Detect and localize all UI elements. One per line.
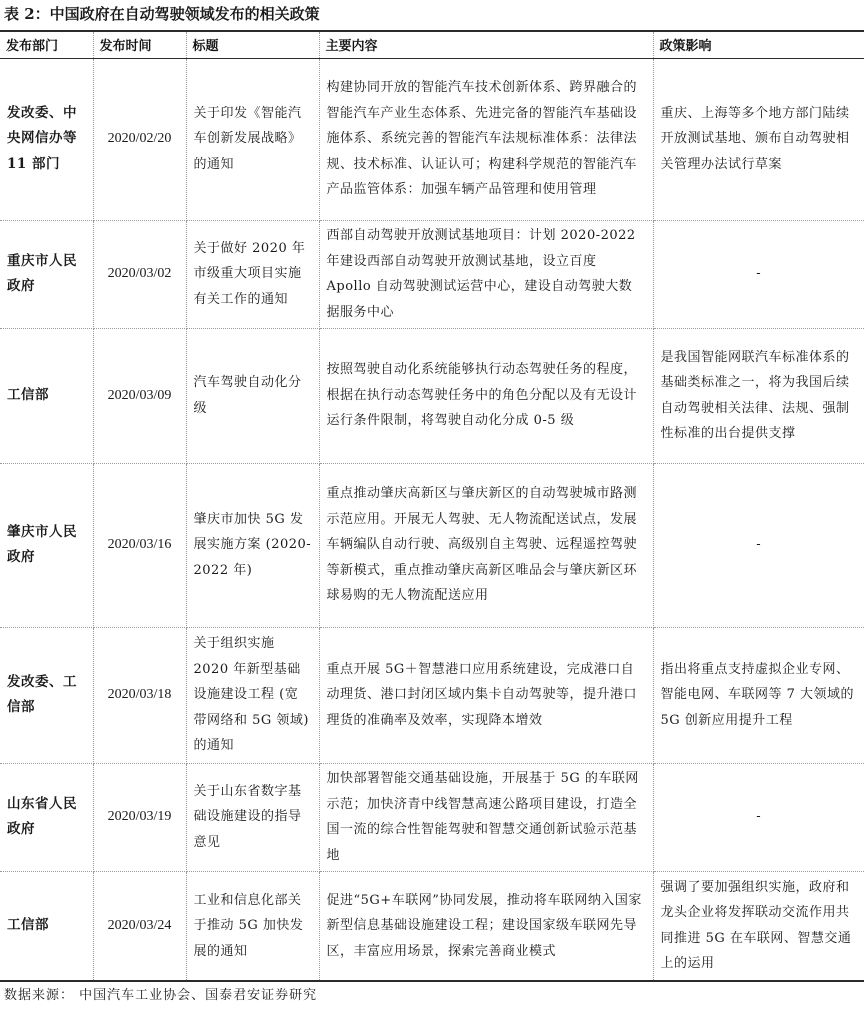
cell-title: 关于做好 2020 年市级重大项目实施有关工作的通知 [186,220,319,328]
cell-content: 重点推动肇庆高新区与肇庆新区的自动驾驶城市路测示范应用。开展无人驾驶、无人物流配送试点，发展车辆编队自动行驶、高级别自主驾驶、远程遥控驾驶等新模式，重点推动肇庆高新区唯品会与肇庆新区环球易购的无人物流配送应用 [319,463,653,627]
table-row [0,871,864,981]
cell-impact: 指出将重点支持虚拟企业专网、智能电网、车联网等 7 大领域的 5G 创新应用提升工程 [653,627,864,763]
cell-title: 工业和信息化部关于推动 5G 加快发展的通知 [186,871,319,981]
cell-title: 关于山东省数字基础设施建设的指导意见 [186,763,319,871]
cell-dept: 肇庆市人民政府 [0,463,93,627]
cell-date: 2020/03/16 [93,463,186,627]
cell-date: 2020/02/20 [93,58,186,220]
cell-content: 西部自动驾驶开放测试基地项目：计划 2020-2022 年建设西部自动驾驶开放测试基地，设立百度 Apollo 自动驾驶测试运营中心，建设自动驾驶大数据服务中心 [319,220,653,328]
header-impact: 政策影响 [653,31,864,58]
table-row [0,58,864,220]
header-dept: 发布部门 [0,31,93,58]
header-content: 主要内容 [319,31,653,58]
cell-content: 促进“5G+车联网”协同发展，推动将车联网纳入国家新型信息基础设施建设工程；建设国家级车联网先导区，丰富应用场景，探索完善商业模式 [319,871,653,981]
policy-table [0,30,864,982]
header-title: 标题 [186,31,319,58]
cell-date: 2020/03/02 [93,220,186,328]
table-row [0,463,864,627]
cell-impact: 是我国智能网联汽车标准体系的基础类标准之一，将为我国后续自动驾驶相关法律、法规、强制性标准的出台提供支撑 [653,328,864,463]
header-date: 发布时间 [93,31,186,58]
table-caption: 表 2：中国政府在自动驾驶领域发布的相关政策 [4,5,320,23]
table-row [0,220,864,328]
cell-date: 2020/03/19 [93,763,186,871]
cell-dept: 重庆市人民政府 [0,220,93,328]
table-row [0,328,864,463]
cell-dept: 山东省人民政府 [0,763,93,871]
policy-table-container [0,30,864,982]
cell-title: 关于组织实施 2020 年新型基础设施建设工程 (宽带网络和 5G 领域)的通知 [186,627,319,763]
cell-date: 2020/03/09 [93,328,186,463]
table-header-row [0,31,864,58]
table-row [0,763,864,871]
cell-content: 构建协同开放的智能汽车技术创新体系、跨界融合的智能汽车产业生态体系、先进完备的智能汽车基础设施体系、系统完善的智能汽车法规标准体系：法律法规、技术标准、认证认可；构建科学规范的智能汽车产品监管体系：加强车辆产品管理和使用管理 [319,58,653,220]
cell-dept: 发改委、工信部 [0,627,93,763]
cell-date: 2020/03/24 [93,871,186,981]
table-row [0,627,864,763]
cell-dept: 工信部 [0,328,93,463]
cell-content: 按照驾驶自动化系统能够执行动态驾驶任务的程度，根据在执行动态驾驶任务中的角色分配以及有无设计运行条件限制，将驾驶自动化分成 0-5 级 [319,328,653,463]
cell-impact: 重庆、上海等多个地方部门陆续开放测试基地、颁布自动驾驶相关管理办法试行草案 [653,58,864,220]
data-source-note: 数据来源： 中国汽车工业协会、国泰君安证券研究 [4,988,318,1003]
cell-dept: 发改委、中央网信办等 11 部门 [0,58,93,220]
cell-impact: 强调了要加强组织实施，政府和龙头企业将发挥联动交流作用共同推进 5G 在车联网、智慧交通上的运用 [660,879,852,972]
cell-date: 2020/03/18 [93,627,186,763]
cell-content: 加快部署智能交通基础设施，开展基于 5G 的车联网示范；加快济青中线智慧高速公路项目建设，打造全国一流的综合性智能驾驶和智慧交通创新试验示范基地 [319,763,653,871]
cell-dept: 工信部 [0,871,93,981]
cell-title: 汽车驾驶自动化分级 [186,328,319,463]
cell-title: 肇庆市加快 5G 发展实施方案 (2020-2022 年) [186,463,319,627]
cell-content: 重点开展 5G＋智慧港口应用系统建设，完成港口自动理货、港口封闭区域内集卡自动驾驶等，提升港口理货的准确率及效率，实现降本增效 [319,627,653,763]
cell-impact: - [653,763,864,871]
cell-impact: - [653,220,864,328]
cell-impact: - [653,463,864,627]
cell-title: 关于印发《智能汽车创新发展战略》的通知 [186,58,319,220]
